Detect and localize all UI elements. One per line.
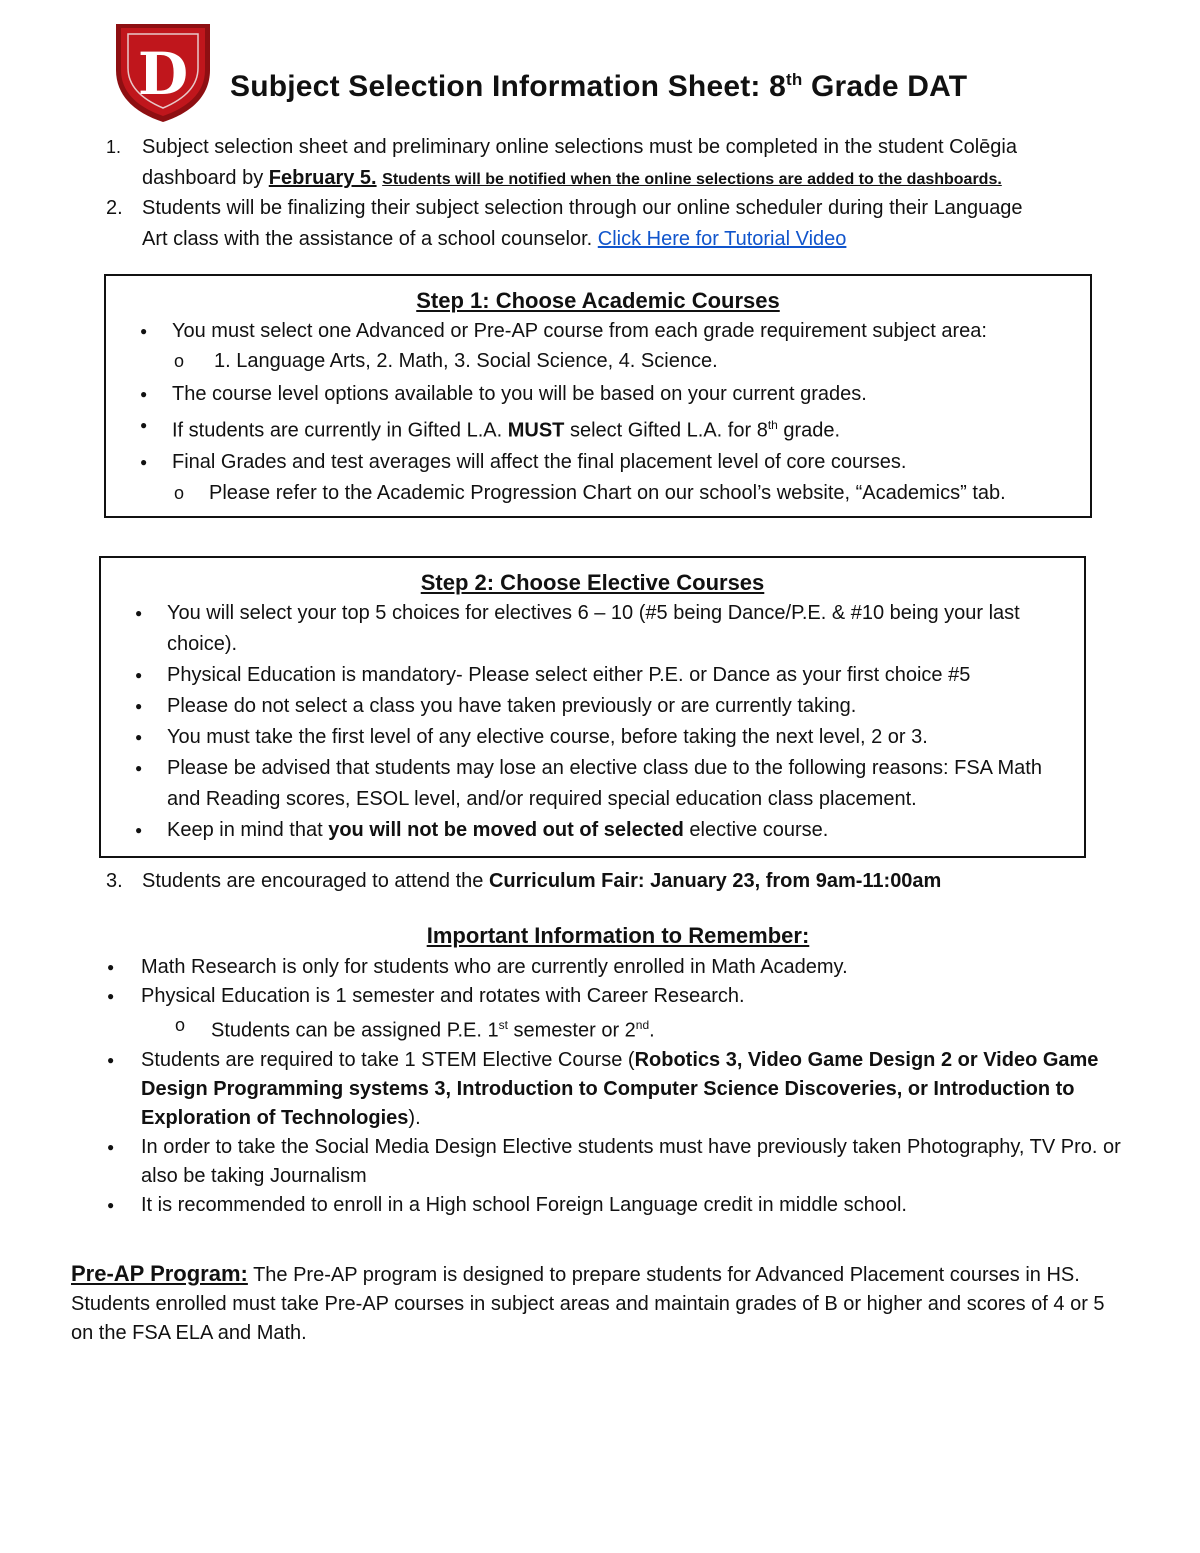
tutorial-video-link[interactable]: Click Here for Tutorial Video xyxy=(597,228,847,250)
step-1-bullet: ● If students are currently in Gifted L.A. MUST select Gifted L.A. for 8th grade. xyxy=(106,410,1090,447)
important-bullet: ● Math Research is only for students who are currently enrolled in Math Academy. xyxy=(75,953,1135,982)
step-1-bullet: ● The course level options available to you will be based on your current grades. xyxy=(106,379,1090,410)
curriculum-fair-date: Curriculum Fair: January 23, from 9am-11:00am xyxy=(488,870,942,892)
step-1-bullet: ● Final Grades and test averages will affect the final placement level of core courses. xyxy=(106,447,1090,478)
dashboard-note: Students will be notified when the online selections are added to the dashboards. xyxy=(382,171,1002,188)
important-bullet: ● In order to take the Social Media Design Elective students must have previously taken Photography, TV Pro. or also be taking Journalism xyxy=(75,1133,1135,1191)
important-bullet: ● Students are required to take 1 STEM Elective Course (Robotics 3, Video Game Design 2 or Video Game Design Programming systems 3, Introduction to Computer Science Discoveries, or Introduction to Exploration of Technologies). xyxy=(75,1046,1135,1133)
step-2-bullet: ● Keep in mind that you will not be moved out of selected elective course. xyxy=(101,815,1084,846)
step-1-heading: Step 1: Choose Academic Courses xyxy=(416,288,780,313)
important-heading: Important Information to Remember: xyxy=(426,923,810,948)
important-list xyxy=(75,953,1135,1220)
item-1-line-1: Subject selection sheet and preliminary online selections must be completed in the student Colēgia xyxy=(142,136,1017,158)
deadline-date: February 5. xyxy=(268,167,377,189)
important-sub-bullet: o Students can be assigned P.E. 1st semester or 2nd. xyxy=(75,1011,1135,1046)
step-2-bullet: ● You must take the first level of any elective course, before taking the next level, 2 or 3. xyxy=(101,722,1084,753)
step-1-bullet: ● You must select one Advanced or Pre-AP course from each grade requirement subject area: xyxy=(106,316,1090,347)
important-bullet: ● It is recommended to enroll in a High school Foreign Language credit in middle school. xyxy=(75,1191,1135,1220)
preap-paragraph: Pre-AP Program: The Pre-AP program is designed to prepare students for Advanced Placement courses in HS. Students enrolled must take Pre-AP courses in subject areas and maintain grades of B or higher and scores of 4 or 5 on the FSA ELA and Math. xyxy=(71,1261,1105,1344)
school-logo-shield xyxy=(110,20,216,124)
step-2-box xyxy=(99,556,1086,858)
step-2-bullet: ● Physical Education is mandatory- Please select either P.E. or Dance as your first choice #5 xyxy=(101,660,1084,691)
numbered-item-1: 1. Subject selection sheet and preliminary online selections must be completed in the student Colēgia dashboard by February 5. Students will be notified when the online selections are added to the dashboards. xyxy=(106,132,1156,194)
step-2-bullet: ● Please do not select a class you have taken previously or are currently taking. xyxy=(101,691,1084,722)
numbered-item-2: 2. Students will be finalizing their subject selection through our online scheduler during their Language Art class with the assistance of a school counselor. Click Here for Tutorial Video xyxy=(106,193,1156,255)
step-1-sub-bullet: o 1. Language Arts, 2. Math, 3. Social Science, 4. Science. xyxy=(106,347,1090,376)
step-2-heading: Step 2: Choose Elective Courses xyxy=(420,570,765,595)
numbered-item-3: 3. Students are encouraged to attend the Curriculum Fair: January 23, from 9am-11:00am xyxy=(106,870,942,892)
preap-label: Pre-AP Program: xyxy=(71,1261,248,1286)
step-2-bullet: ● You will select your top 5 choices for electives 6 – 10 (#5 being Dance/P.E. & #10 being your last choice). xyxy=(101,598,1084,660)
item-2-line-1: Students will be finalizing their subject selection through our online scheduler during their Language xyxy=(142,197,1023,219)
step-1-box xyxy=(104,274,1092,518)
item-1-line-2: dashboard by February 5. Students will be notified when the online selections are added to the dashboards. xyxy=(142,167,1002,189)
important-bullet: ● Physical Education is 1 semester and rotates with Career Research. xyxy=(75,982,1135,1011)
page-title: Subject Selection Information Sheet: 8th Grade DAT xyxy=(230,70,968,103)
item-2-line-2: Art class with the assistance of a school counselor. Click Here for Tutorial Video xyxy=(142,228,847,250)
logo-letter: D xyxy=(137,40,189,108)
step-1-sub-bullet: o Please refer to the Academic Progression Chart on our school’s website, “Academics” tab. xyxy=(106,478,1090,509)
step-2-bullet: ● Please be advised that students may lose an elective class due to the following reasons: FSA Math and Reading scores, ESOL level, and/or required special education class placement. xyxy=(101,753,1084,815)
